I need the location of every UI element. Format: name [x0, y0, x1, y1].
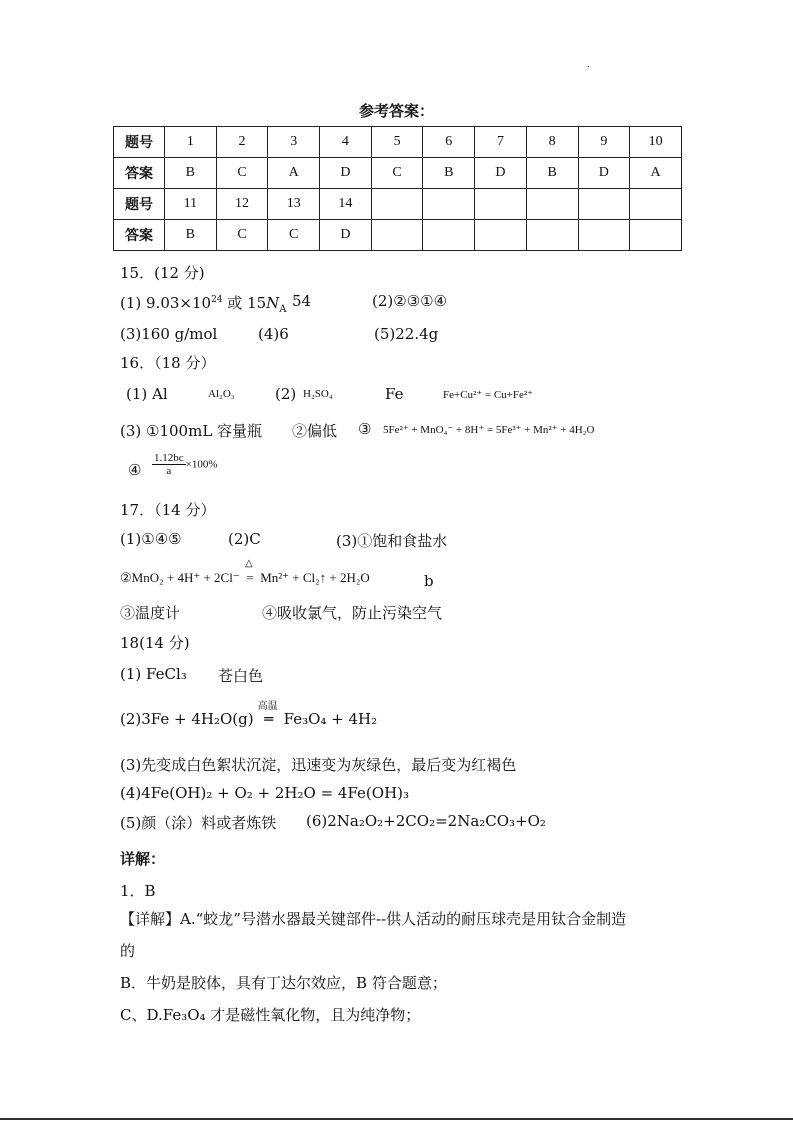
answer-table-cell: C [216, 220, 268, 251]
answer-table-row [114, 127, 682, 158]
answer-table-row-header: 答案 [114, 158, 165, 189]
q15-heading: 15．(12 分) [120, 264, 205, 282]
detail-p3: C、D.Fe₃O₄ 才是磁性氧化物，且为纯净物； [120, 1006, 421, 1024]
answer-table-cell: C [268, 220, 320, 251]
q18-ans3: (3)先变成白色絮状沉淀，迅速变为灰绿色，最后变为红褐色 [120, 756, 517, 774]
q17-ans3a: (3)①饱和食盐水 [336, 532, 448, 550]
q17-equation [120, 558, 370, 586]
q16-ans2b: Fe [385, 385, 404, 403]
q17-eq-left: ②MnO₂ + 4H⁺ + 2Cl⁻ [120, 570, 240, 585]
q16-ans2a: H₂SO₄ [303, 388, 333, 400]
q17-eq-right: Mn²⁺ + Cl₂↑ + 2H₂O [260, 570, 370, 585]
detail-p1-cont: 的 [120, 942, 136, 960]
answer-table-cell [578, 220, 630, 251]
answer-table-cell: D [320, 220, 372, 251]
q17-eq-cond: △ [244, 558, 253, 569]
q18-eq-cond: 高温 [257, 701, 278, 712]
q16-frac-num: 1.12bc [154, 452, 184, 464]
q17-ans2: (2)C [228, 530, 261, 548]
q16-frac-den: a [166, 465, 172, 477]
q16-ans3a: (3) ①100mL 容量瓶 [120, 422, 263, 440]
detail-q1: 1．B [120, 882, 156, 900]
answer-table-cell: 12 [216, 189, 268, 220]
answer-table-cell [371, 189, 423, 220]
answer-table-cell [475, 189, 527, 220]
q15-ans3: (3)160 g/mol [120, 325, 218, 343]
answer-table-row-header: 题号 [114, 127, 165, 158]
q15-ans4: (4)6 [258, 325, 289, 343]
answer-table [113, 126, 682, 251]
answer-table-cell: 3 [268, 127, 320, 158]
answer-table-cell [423, 189, 475, 220]
q15-ans5: (5)22.4g [374, 325, 439, 343]
answer-table-cell: 4 [320, 127, 372, 158]
answer-table-row-header: 题号 [114, 189, 165, 220]
q16-ans2-label: (2) [275, 385, 297, 403]
answer-table-row [114, 220, 682, 251]
answer-table-cell [475, 220, 527, 251]
answer-table-cell: B [423, 158, 475, 189]
q18-ans6: (6)2Na₂O₂+2CO₂=2Na₂CO₃+O₂ [306, 812, 546, 830]
q16-ans2c: Fe+Cu²⁺ = Cu+Fe²⁺ [443, 389, 533, 401]
q15-ans1-or: 或 15 [222, 294, 267, 312]
answer-table-cell: D [320, 158, 372, 189]
q16-ans3b: ②偏低 [292, 422, 338, 440]
answer-table-cell: 7 [475, 127, 527, 158]
q16-fraction [152, 452, 186, 477]
q16-ans3d-formula [152, 452, 218, 477]
q15-ans1: (1) 9.03×10 [120, 294, 212, 312]
answer-table-cell: D [578, 158, 630, 189]
answer-table-cell: 8 [526, 127, 578, 158]
answer-table-cell [630, 189, 682, 220]
answer-table-cell [371, 220, 423, 251]
answer-table-cell: 2 [216, 127, 268, 158]
answer-table-cell: 14 [320, 189, 372, 220]
q16-ans1: (1) Al [126, 385, 168, 403]
q17-ans3d: ③温度计 [120, 604, 181, 622]
q15-na: N [266, 294, 280, 312]
answer-table-cell [423, 220, 475, 251]
page-speck [588, 66, 589, 67]
q17-ans3c: b [424, 572, 434, 590]
answer-table-cell [578, 189, 630, 220]
q18-ans2 [120, 701, 378, 728]
answer-table-cell: 10 [630, 127, 682, 158]
q16-ans3c: ③ [358, 420, 372, 438]
answer-table-cell: 1 [165, 127, 217, 158]
answer-table-cell [526, 189, 578, 220]
q15-ans1-exp: 24 [211, 295, 223, 305]
answer-table-row [114, 189, 682, 220]
answer-table-cell: 5 [371, 127, 423, 158]
q16-ans3c-eq: 5Fe²⁺ + MnO₄⁻ + 8H⁺ = 5Fe³⁺ + Mn²⁺ + 4H₂O [383, 424, 595, 436]
answer-table-cell: 11 [165, 189, 217, 220]
detail-p1: 【详解】A.“蛟龙”号潜水器最关键部件--供人活动的耐压球壳是用钛合金制造 [120, 910, 627, 928]
q16-ans1b: Al₂O₃ [208, 388, 235, 400]
q15-ans1-mass: 54 [292, 292, 312, 310]
q16-frac-tail: ×100% [185, 458, 218, 471]
answer-table-row [114, 158, 682, 189]
q17-ans1: (1)①④⑤ [120, 530, 182, 548]
answer-table-cell: A [630, 158, 682, 189]
page-title: 参考答案： [358, 102, 434, 120]
answer-table-cell: 6 [423, 127, 475, 158]
q18-ans4: (4)4Fe(OH)₂ + O₂ + 2H₂O = 4Fe(OH)₃ [120, 784, 410, 802]
q15-ans2: (2)②③①④ [372, 292, 448, 310]
answer-table-cell: B [165, 220, 217, 251]
q17-ans3e: ④吸收氯气，防止污染空气 [262, 604, 443, 622]
answer-table-row-header: 答案 [114, 220, 165, 251]
q15-na-sub: A [279, 304, 287, 315]
answer-table-cell: D [475, 158, 527, 189]
answer-table-cell: B [165, 158, 217, 189]
answer-table-cell [526, 220, 578, 251]
detail-p2: B．牛奶是胶体，具有丁达尔效应，B 符合题意； [120, 974, 447, 992]
detail-heading: 详解： [120, 850, 166, 868]
q18-ans1b: 苍白色 [218, 667, 264, 685]
answer-table-cell: C [216, 158, 268, 189]
q17-heading: 17．（14 分） [120, 501, 216, 519]
q18-eq-arrow: 高温 ═ [254, 710, 284, 728]
answer-table-cell: 9 [578, 127, 630, 158]
q18-eq-left: (2)3Fe + 4H₂O(g) [120, 710, 254, 728]
q18-ans1a: (1) FeCl₃ [120, 665, 187, 683]
answer-table-cell [630, 220, 682, 251]
answer-table-cell: A [268, 158, 320, 189]
q16-heading: 16．（18 分） [120, 354, 216, 372]
answer-table-cell: B [526, 158, 578, 189]
q18-heading: 18(14 分) [120, 634, 190, 652]
page-bottom-rule [0, 1118, 793, 1120]
q15-line1 [120, 292, 287, 315]
answer-table-cell: C [371, 158, 423, 189]
q16-ans3d: ④ [128, 461, 142, 479]
q17-eq-arrow: △ = [244, 558, 254, 585]
q18-ans5: (5)颜（涂）料或者炼铁 [120, 814, 277, 832]
q18-eq-right: Fe₃O₄ + 4H₂ [283, 710, 378, 728]
answer-table-cell: 13 [268, 189, 320, 220]
